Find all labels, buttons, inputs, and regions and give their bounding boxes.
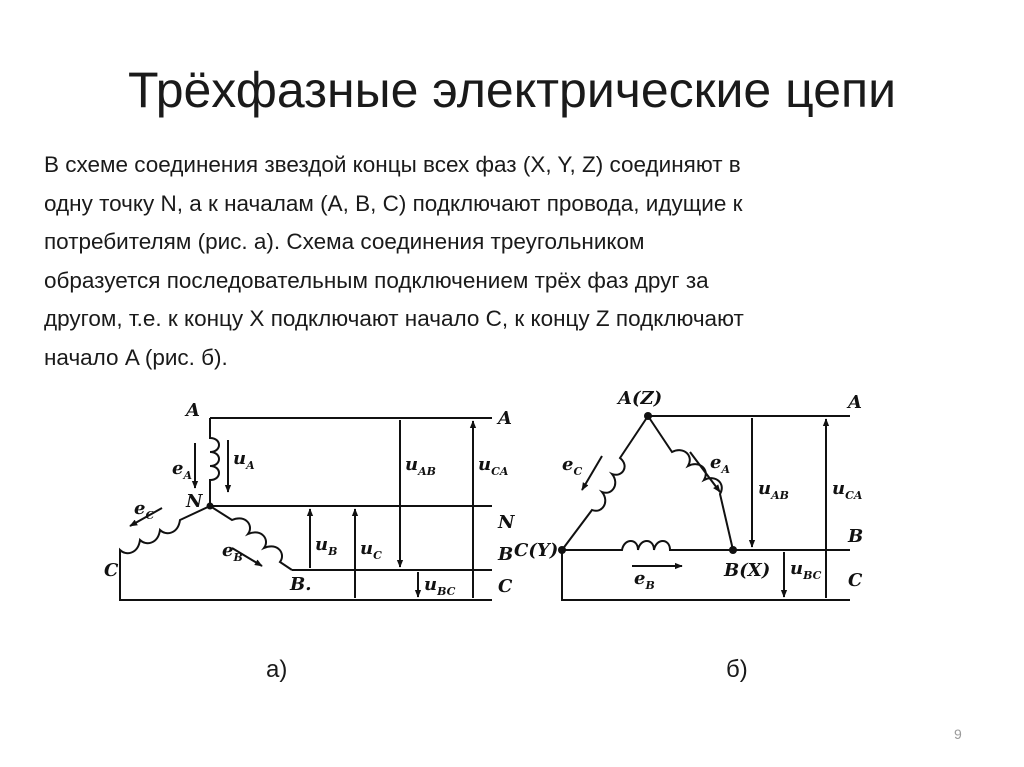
paragraph-line: одну точку N, а к началам (A, B, C) подключают провода, идущие к xyxy=(44,190,743,216)
paragraph-line: В схеме соединения звездой концы всех фаз (X, Y, Z) соединяют в xyxy=(44,152,741,177)
node-b-label: B. xyxy=(290,574,312,595)
u-b-label: $u_B$ xyxy=(315,534,338,558)
node-c-label: C xyxy=(104,560,119,581)
e-c-arrow xyxy=(582,456,602,490)
phase-b-winding xyxy=(562,541,733,550)
node-cy-dot xyxy=(558,546,566,554)
phase-a-winding xyxy=(648,416,733,550)
node-bx-dot xyxy=(729,546,737,554)
node-n-label: N xyxy=(186,491,203,512)
figure-caption-a: а) xyxy=(266,656,288,683)
terminal-c-label: C xyxy=(848,570,863,591)
star-labels xyxy=(104,400,516,598)
u-bc-label: $u_{BC}$ xyxy=(424,574,456,598)
e-c-label: $e_C$ xyxy=(562,454,583,478)
slide-title: Трёхфазные электрические цепи xyxy=(127,62,897,118)
u-ca-label: $u_{CA}$ xyxy=(832,478,863,502)
node-az-label: A(Z) xyxy=(618,388,663,409)
terminal-b-label: B xyxy=(498,544,514,565)
node-bx-label: B(X) xyxy=(724,560,771,581)
paragraph-line: другом, т.е. к концу X подключают начало C, к концу Z подключают xyxy=(44,306,744,332)
terminal-a-label: A xyxy=(848,392,862,413)
e-b-label: $e_B$ xyxy=(222,540,243,564)
node-a-label: A xyxy=(186,400,200,421)
terminal-n-label: N xyxy=(498,512,515,533)
figure-caption-b: б) xyxy=(726,656,748,683)
u-ab-label: $u_{AB}$ xyxy=(758,478,789,502)
u-c-label: $u_C$ xyxy=(360,538,382,562)
delta-labels xyxy=(514,388,863,592)
u-ab-label: $u_{AB}$ xyxy=(405,454,436,478)
page-number: 9 xyxy=(954,726,962,742)
phase-a-winding xyxy=(210,418,219,506)
e-a-label: $e_A$ xyxy=(710,452,730,476)
terminal-a-label: A xyxy=(498,408,512,429)
star-connection-diagram xyxy=(120,418,492,600)
paragraph-line: начало A (рис. б). xyxy=(44,344,228,370)
u-a-label: $u_A$ xyxy=(233,448,255,472)
paragraph-line: образуется последовательным подключением трёх фаз друг за xyxy=(44,267,709,293)
paragraph-line: потребителям (рис. а). Схема соединения треугольником xyxy=(44,229,645,255)
e-a-label: $e_A$ xyxy=(172,458,192,482)
u-bc-label: $u_{BC}$ xyxy=(790,558,822,582)
terminal-c-label: C xyxy=(498,576,513,597)
e-b-label: $e_B$ xyxy=(634,568,655,592)
u-ca-label: $u_{CA}$ xyxy=(478,454,509,478)
neutral-node xyxy=(207,503,214,510)
e-c-label: $e_C$ xyxy=(134,498,155,522)
phase-c-winding xyxy=(562,416,648,550)
terminal-b-label: B xyxy=(848,526,864,547)
node-cy-label: C(Y) xyxy=(514,540,559,561)
node-az-dot xyxy=(644,412,652,420)
